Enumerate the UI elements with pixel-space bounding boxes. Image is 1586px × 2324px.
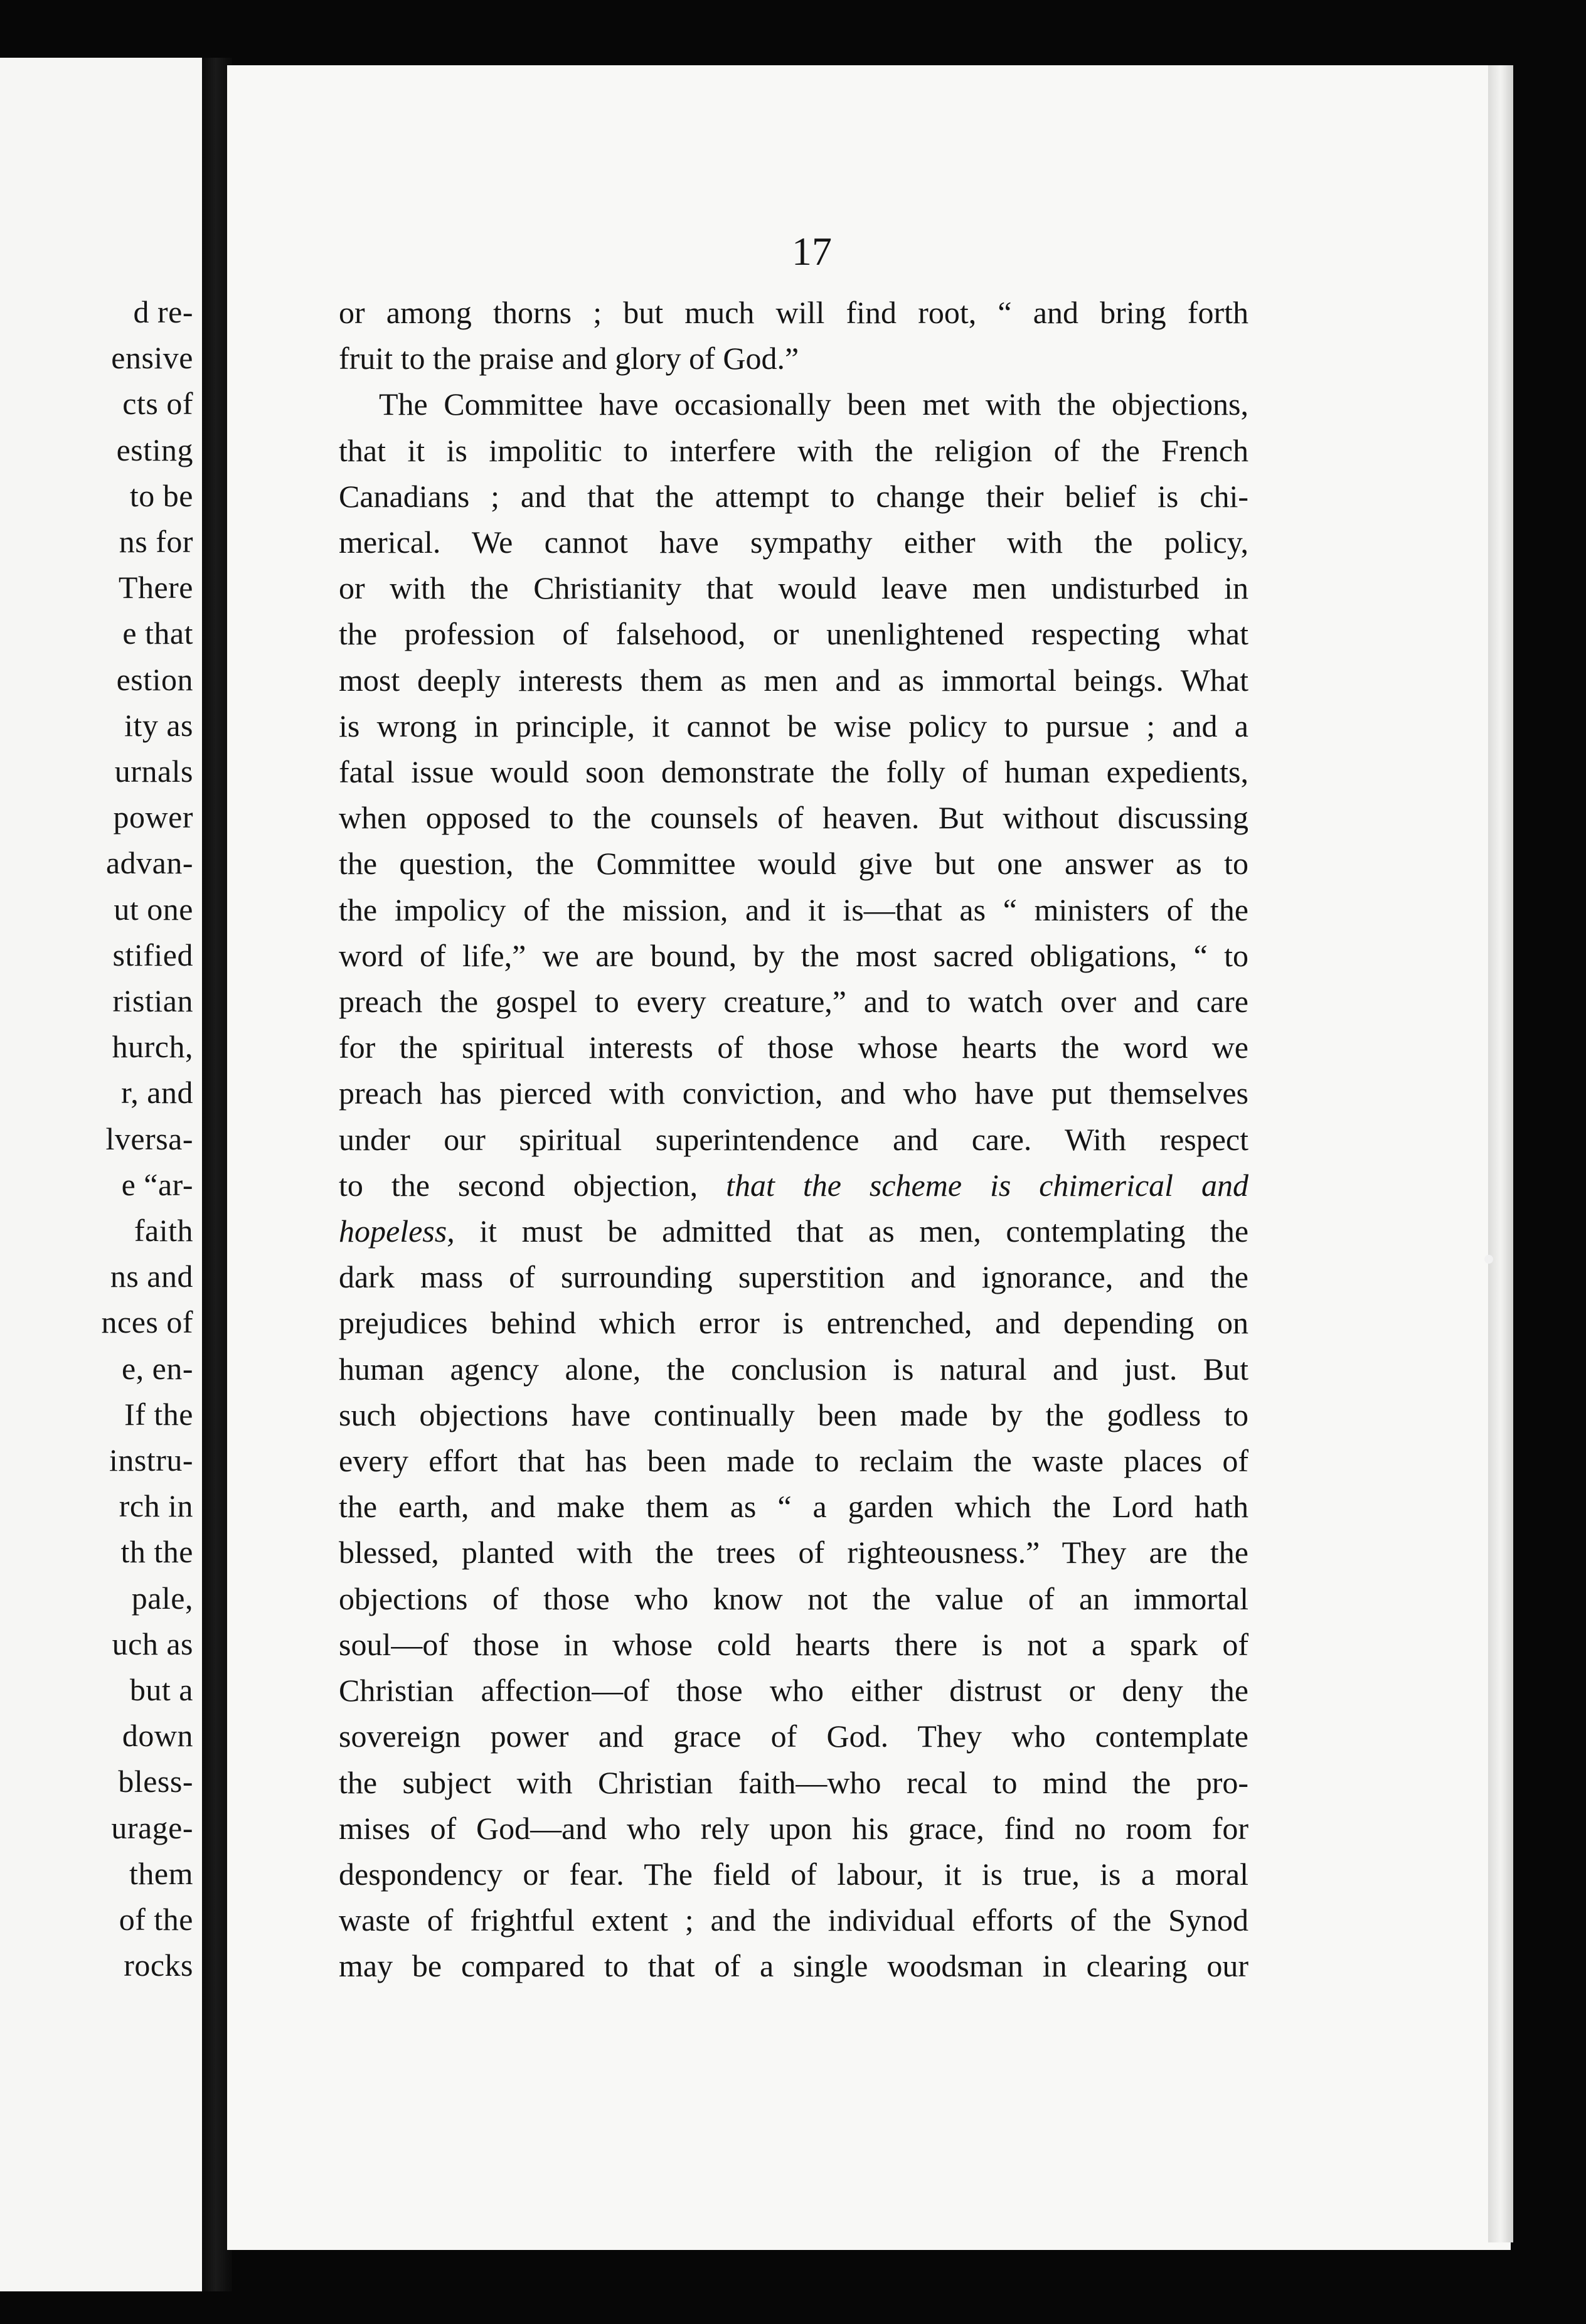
text-line: such objections have continually been made by the godless to — [339, 1397, 1248, 1432]
text-run: it must be admitted that as men, contemplating the — [479, 1213, 1249, 1249]
text-line: Christian affection—of those who either distrust or deny the — [339, 1673, 1248, 1708]
facing-page-line: e that — [122, 616, 193, 651]
facing-page-line: rch in — [119, 1488, 193, 1524]
facing-page-line: faith — [134, 1213, 193, 1248]
text-line: despondency or fear. The field of labour, it is true, is a moral — [339, 1856, 1248, 1892]
facing-page-line: estion — [116, 661, 193, 697]
facing-page-line: of the — [119, 1902, 193, 1937]
facing-page-line: esting — [116, 432, 193, 467]
text-line — [339, 1163, 1248, 1208]
facing-page-line: instru- — [109, 1442, 193, 1478]
facing-page-line: ns and — [110, 1259, 193, 1294]
text-line: soul—of those in whose cold hearts there is not a spark of — [339, 1626, 1248, 1662]
scan-mark — [1484, 1255, 1493, 1264]
facing-page-line: but a — [129, 1672, 193, 1707]
text-line: objections of those who know not the value of an immortal — [339, 1580, 1248, 1616]
text-line: Canadians ; and that the attempt to change their belief is chi- — [339, 478, 1248, 514]
text-line: word of life,” we are bound, by the most sacred obligations, “ to — [339, 937, 1248, 973]
facing-page-line: uch as — [112, 1626, 193, 1661]
facing-page-line: ensive — [111, 340, 193, 376]
facing-page-line: pale, — [131, 1580, 193, 1616]
facing-page-line: them — [129, 1855, 193, 1891]
text-line: the impolicy of the mission, and it is—that as “ ministers of the — [339, 892, 1248, 927]
italic-text-run: hopeless, — [339, 1213, 455, 1249]
text-line: that it is impolitic to interfere with the religion of the French — [339, 432, 1248, 468]
text-line: dark mass of surrounding superstition and ignorance, and the — [339, 1259, 1248, 1295]
facing-page-line: d re- — [133, 294, 193, 329]
facing-page-line: power — [113, 799, 193, 835]
text-line: the profession of falsehood, or unenlightened respecting what — [339, 616, 1248, 652]
facing-page-line: nces of — [101, 1304, 193, 1340]
text-line: sovereign power and grace of God. They who contemplate — [339, 1719, 1248, 1754]
facing-page-line: ns for — [119, 524, 193, 559]
text-line: or with the Christianity that would leave men undisturbed in — [339, 570, 1248, 606]
text-line: preach the gospel to every creature,” and to watch over and care — [339, 984, 1248, 1020]
text-line: every effort that has been made to reclaim the waste places of — [339, 1443, 1248, 1479]
facing-page-line: If the — [124, 1396, 193, 1432]
text-line: preach has pierced with conviction, and who have put themselves — [339, 1075, 1248, 1111]
facing-page-line: e, en- — [121, 1350, 193, 1386]
facing-page-line: e “ar- — [121, 1166, 193, 1202]
text-line: prejudices behind which error is entrenched, and depending on — [339, 1305, 1248, 1341]
text-line: the subject with Christian faith—who recal to mind the pro- — [339, 1764, 1248, 1800]
text-line — [339, 1208, 1248, 1254]
text-line: waste of frightful extent ; and the individual efforts of the Synod — [339, 1902, 1248, 1938]
facing-page-line: ut one — [114, 891, 193, 927]
facing-page-line: urage- — [111, 1810, 193, 1845]
facing-page-line: hurch, — [112, 1029, 193, 1065]
text-run: to the second objection, — [339, 1167, 698, 1203]
text-line: most deeply interests them as men and as immortal beings. What — [339, 662, 1248, 698]
text-line: The Committee have occasionally been met with the objections, — [379, 386, 1248, 422]
facing-page-line: rocks — [124, 1948, 193, 1983]
text-line: under our spiritual superintendence and care. With respect — [339, 1121, 1248, 1157]
facing-page-line: There — [118, 570, 193, 605]
facing-page-line: to be — [129, 477, 193, 513]
facing-page-line: bless- — [118, 1764, 193, 1799]
page-edge — [1488, 65, 1513, 2242]
text-line: human agency alone, the conclusion is natural and just. But — [339, 1351, 1248, 1387]
facing-page-line: r, and — [121, 1075, 193, 1111]
facing-page-line: lversa- — [105, 1121, 193, 1156]
text-line: blessed, planted with the trees of righteousness.” They are the — [339, 1535, 1248, 1570]
text-line: when opposed to the counsels of heaven. But without discussing — [339, 800, 1248, 836]
facing-page-line: down — [122, 1718, 193, 1754]
text-line: is wrong in principle, it cannot be wise policy to pursue ; and a — [339, 708, 1248, 744]
text-line: the question, the Committee would give but one answer as to — [339, 846, 1248, 882]
text-line: or among thorns ; but much will find root, “ and bring forth — [339, 295, 1248, 330]
text-line: fruit to the praise and glory of God.” — [339, 341, 799, 376]
facing-page-line: ity as — [124, 707, 193, 743]
facing-page-line: th the — [120, 1534, 193, 1570]
facing-page-line: cts of — [122, 386, 193, 422]
text-line: for the spiritual interests of those whose hearts the word we — [339, 1030, 1248, 1065]
text-line: mises of God—and who rely upon his grace, find no room for — [339, 1810, 1248, 1846]
facing-page-line: ristian — [112, 983, 193, 1018]
text-line: fatal issue would soon demonstrate the folly of human expedients, — [339, 754, 1248, 790]
facing-page-line: advan- — [105, 845, 193, 881]
facing-page-line: urnals — [114, 754, 193, 789]
page-number: 17 — [792, 229, 832, 274]
facing-page-fragment — [0, 58, 202, 2291]
facing-page-line: stified — [112, 937, 193, 973]
text-line: merical. We cannot have sympathy either with the policy, — [339, 525, 1248, 560]
text-line: the earth, and make them as “ a garden which the Lord hath — [339, 1489, 1248, 1525]
body-text — [339, 290, 1248, 1990]
italic-text-run: that the scheme is chimerical and — [726, 1167, 1248, 1203]
text-line: may be compared to that of a single woodsman in clearing our — [339, 1948, 1248, 1984]
